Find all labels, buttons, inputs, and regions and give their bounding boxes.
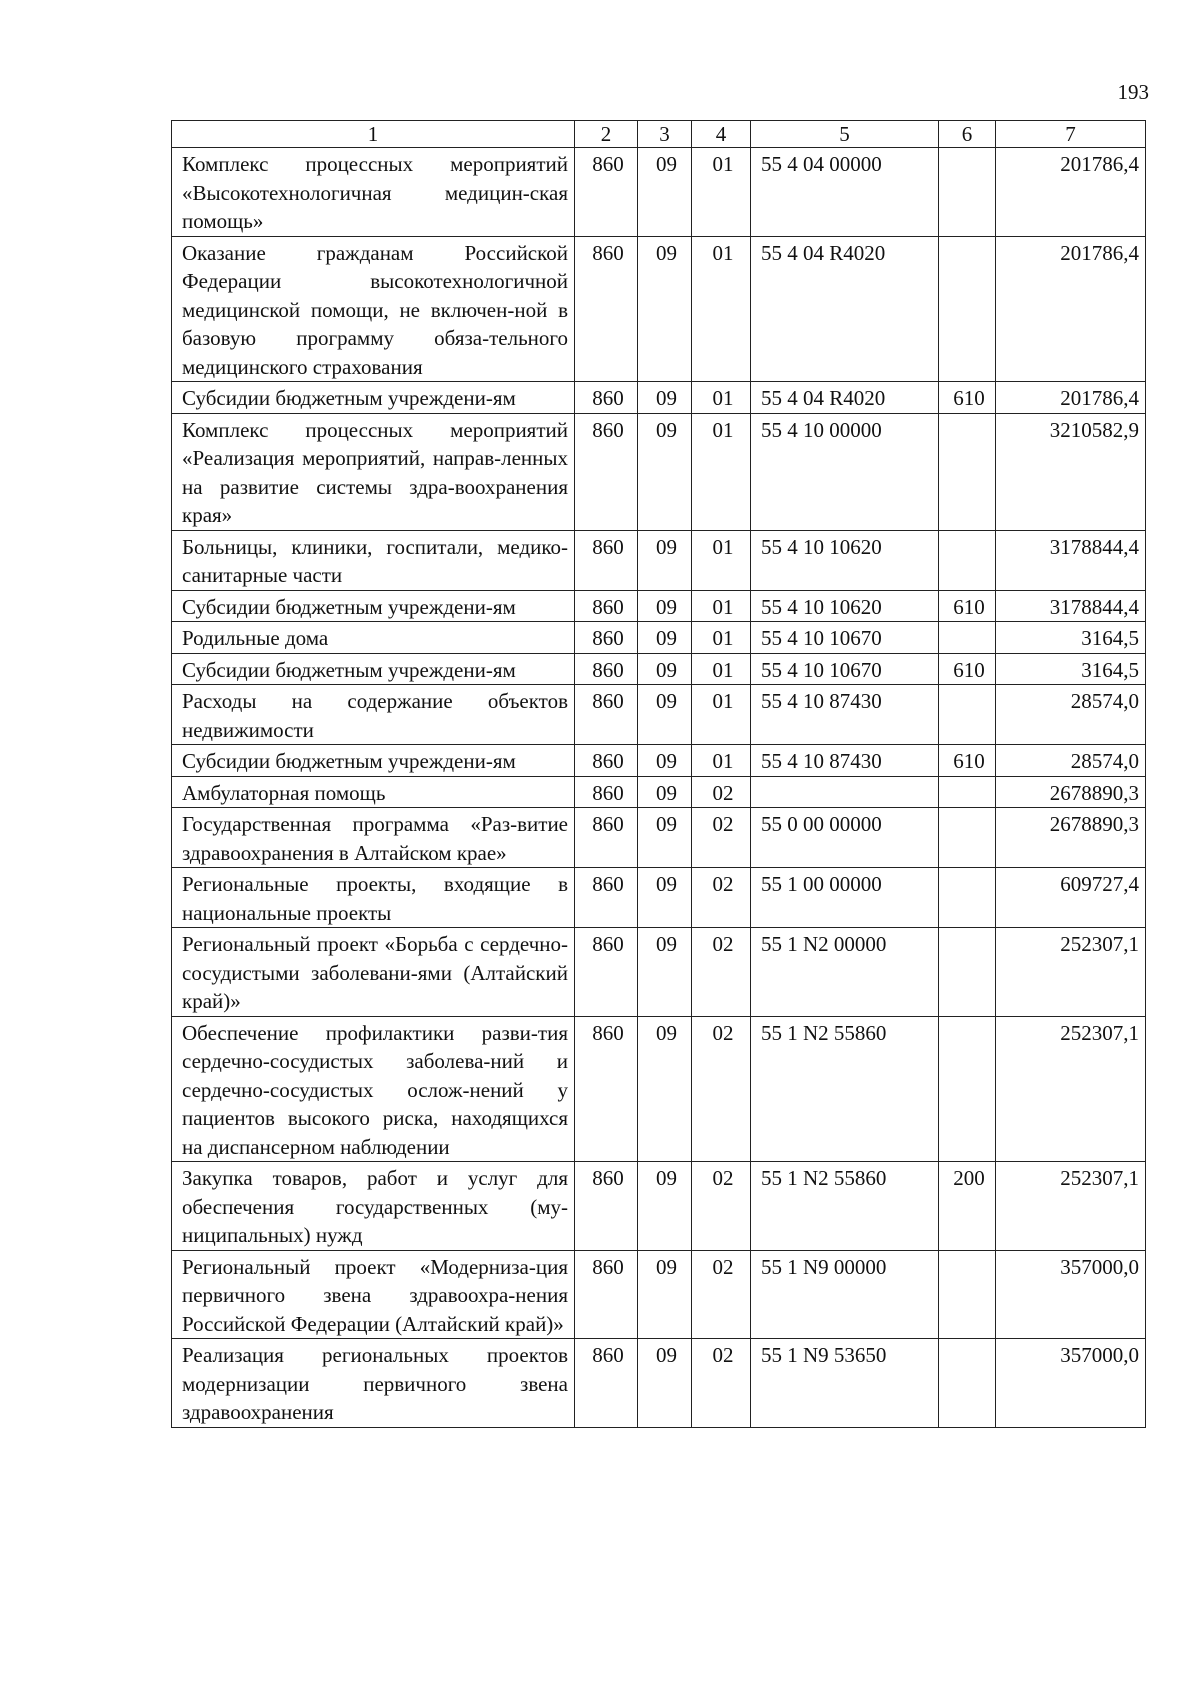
table-row <box>172 413 1146 530</box>
table-row <box>172 1162 1146 1251</box>
column-header: 4 <box>692 121 751 148</box>
target-article-cell: 55 1 00 00000 <box>751 868 939 928</box>
item-name-cell: Региональный проект «Борьба с сердечно-сосудистыми заболевани-ями (Алтайский край)» <box>172 928 575 1017</box>
target-article-cell: 55 4 10 10670 <box>751 622 939 654</box>
subsection-code-cell: 01 <box>692 590 751 622</box>
amount-cell: 28574,0 <box>996 745 1146 777</box>
target-article-cell: 55 4 10 10620 <box>751 590 939 622</box>
column-header: 3 <box>638 121 692 148</box>
ministry-code-cell: 860 <box>575 382 638 414</box>
amount-cell: 2678890,3 <box>996 808 1146 868</box>
amount-cell: 3178844,4 <box>996 590 1146 622</box>
column-header: 2 <box>575 121 638 148</box>
expense-type-cell: 610 <box>939 382 996 414</box>
target-article-cell: 55 1 N9 53650 <box>751 1339 939 1428</box>
ministry-code-cell: 860 <box>575 1016 638 1162</box>
target-article-cell: 55 4 04 00000 <box>751 148 939 237</box>
amount-cell: 357000,0 <box>996 1339 1146 1428</box>
subsection-code-cell: 01 <box>692 413 751 530</box>
item-name-cell: Закупка товаров, работ и услуг для обеспечения государственных (му-ниципальных) нужд <box>172 1162 575 1251</box>
item-name-cell: Комплекс процессных мероприятий «Высокотехнологичная медицин-ская помощь» <box>172 148 575 237</box>
section-code-cell: 09 <box>638 590 692 622</box>
target-article-cell: 55 1 N9 00000 <box>751 1250 939 1339</box>
target-article-cell: 55 4 04 R4020 <box>751 382 939 414</box>
expense-type-cell <box>939 148 996 237</box>
table-row <box>172 1339 1146 1428</box>
subsection-code-cell: 01 <box>692 745 751 777</box>
item-name-cell: Региональные проекты, входящие в национальные проекты <box>172 868 575 928</box>
ministry-code-cell: 860 <box>575 590 638 622</box>
ministry-code-cell: 860 <box>575 868 638 928</box>
subsection-code-cell: 02 <box>692 1162 751 1251</box>
target-article-cell: 55 4 10 10670 <box>751 653 939 685</box>
ministry-code-cell: 860 <box>575 928 638 1017</box>
table-body <box>172 148 1146 1428</box>
expense-type-cell <box>939 776 996 808</box>
subsection-code-cell: 01 <box>692 148 751 237</box>
ministry-code-cell: 860 <box>575 1162 638 1251</box>
table-row <box>172 590 1146 622</box>
section-code-cell: 09 <box>638 776 692 808</box>
target-article-cell: 55 4 10 10620 <box>751 530 939 590</box>
table-row <box>172 148 1146 237</box>
ministry-code-cell: 860 <box>575 622 638 654</box>
ministry-code-cell: 860 <box>575 530 638 590</box>
ministry-code-cell: 860 <box>575 776 638 808</box>
subsection-code-cell: 02 <box>692 868 751 928</box>
section-code-cell: 09 <box>638 236 692 382</box>
section-code-cell: 09 <box>638 1250 692 1339</box>
amount-cell: 201786,4 <box>996 236 1146 382</box>
expense-type-cell <box>939 622 996 654</box>
column-header: 5 <box>751 121 939 148</box>
expense-type-cell: 610 <box>939 653 996 685</box>
subsection-code-cell: 02 <box>692 1016 751 1162</box>
item-name-cell: Оказание гражданам Российской Федерации высокотехнологичной медицинской помощи, не включен-ной в базовую программу обяза-тельного медицинского страхования <box>172 236 575 382</box>
item-name-cell: Родильные дома <box>172 622 575 654</box>
amount-cell: 3164,5 <box>996 653 1146 685</box>
table-row <box>172 382 1146 414</box>
section-code-cell: 09 <box>638 808 692 868</box>
subsection-code-cell: 01 <box>692 236 751 382</box>
ministry-code-cell: 860 <box>575 148 638 237</box>
ministry-code-cell: 860 <box>575 1250 638 1339</box>
amount-cell: 252307,1 <box>996 928 1146 1017</box>
item-name-cell: Амбулаторная помощь <box>172 776 575 808</box>
subsection-code-cell: 01 <box>692 530 751 590</box>
ministry-code-cell: 860 <box>575 236 638 382</box>
item-name-cell: Расходы на содержание объектов недвижимости <box>172 685 575 745</box>
amount-cell: 357000,0 <box>996 1250 1146 1339</box>
page-number: 193 <box>1117 80 1149 104</box>
section-code-cell: 09 <box>638 653 692 685</box>
subsection-code-cell: 02 <box>692 928 751 1017</box>
target-article-cell: 55 1 N2 55860 <box>751 1162 939 1251</box>
expense-type-cell <box>939 685 996 745</box>
amount-cell: 252307,1 <box>996 1162 1146 1251</box>
column-header: 1 <box>172 121 575 148</box>
amount-cell: 252307,1 <box>996 1016 1146 1162</box>
section-code-cell: 09 <box>638 1016 692 1162</box>
expense-type-cell <box>939 530 996 590</box>
ministry-code-cell: 860 <box>575 1339 638 1428</box>
item-name-cell: Субсидии бюджетным учреждени-ям <box>172 590 575 622</box>
expense-type-cell: 610 <box>939 590 996 622</box>
target-article-cell: 55 1 N2 55860 <box>751 1016 939 1162</box>
item-name-cell: Больницы, клиники, госпитали, медико-санитарные части <box>172 530 575 590</box>
subsection-code-cell: 02 <box>692 1250 751 1339</box>
section-code-cell: 09 <box>638 622 692 654</box>
ministry-code-cell: 860 <box>575 745 638 777</box>
expense-type-cell <box>939 928 996 1017</box>
expense-type-cell <box>939 1250 996 1339</box>
ministry-code-cell: 860 <box>575 808 638 868</box>
expense-type-cell: 610 <box>939 745 996 777</box>
amount-cell: 3164,5 <box>996 622 1146 654</box>
expense-type-cell <box>939 413 996 530</box>
table-row <box>172 622 1146 654</box>
table-row <box>172 1250 1146 1339</box>
section-code-cell: 09 <box>638 1162 692 1251</box>
budget-table <box>171 120 1146 1428</box>
amount-cell: 201786,4 <box>996 382 1146 414</box>
ministry-code-cell: 860 <box>575 685 638 745</box>
section-code-cell: 09 <box>638 382 692 414</box>
target-article-cell: 55 4 04 R4020 <box>751 236 939 382</box>
amount-cell: 3178844,4 <box>996 530 1146 590</box>
table-row <box>172 745 1146 777</box>
expense-type-cell <box>939 236 996 382</box>
item-name-cell: Региональный проект «Модерниза-ция первичного звена здравоохра-нения Российской Федерации (Алтайский край)» <box>172 1250 575 1339</box>
column-header: 6 <box>939 121 996 148</box>
subsection-code-cell: 02 <box>692 776 751 808</box>
subsection-code-cell: 02 <box>692 1339 751 1428</box>
section-code-cell: 09 <box>638 1339 692 1428</box>
table-row <box>172 1016 1146 1162</box>
target-article-cell: 55 1 N2 00000 <box>751 928 939 1017</box>
subsection-code-cell: 01 <box>692 382 751 414</box>
table-row <box>172 530 1146 590</box>
subsection-code-cell: 01 <box>692 653 751 685</box>
expense-type-cell <box>939 1016 996 1162</box>
item-name-cell: Комплекс процессных мероприятий «Реализация мероприятий, направ-ленных на развитие системы здра-воохранения края» <box>172 413 575 530</box>
target-article-cell: 55 0 00 00000 <box>751 808 939 868</box>
subsection-code-cell: 01 <box>692 622 751 654</box>
amount-cell: 3210582,9 <box>996 413 1146 530</box>
table-row <box>172 653 1146 685</box>
item-name-cell: Государственная программа «Раз-витие здравоохранения в Алтайском крае» <box>172 808 575 868</box>
target-article-cell: 55 4 10 87430 <box>751 745 939 777</box>
ministry-code-cell: 860 <box>575 653 638 685</box>
table-row <box>172 685 1146 745</box>
section-code-cell: 09 <box>638 413 692 530</box>
section-code-cell: 09 <box>638 530 692 590</box>
item-name-cell: Субсидии бюджетным учреждени-ям <box>172 382 575 414</box>
section-code-cell: 09 <box>638 928 692 1017</box>
item-name-cell: Реализация региональных проектов модернизации первичного звена здравоохранения <box>172 1339 575 1428</box>
expense-type-cell <box>939 808 996 868</box>
table-row <box>172 776 1146 808</box>
expense-type-cell: 200 <box>939 1162 996 1251</box>
table-row <box>172 928 1146 1017</box>
table-row <box>172 868 1146 928</box>
section-code-cell: 09 <box>638 148 692 237</box>
column-header: 7 <box>996 121 1146 148</box>
expense-type-cell <box>939 1339 996 1428</box>
table-row <box>172 236 1146 382</box>
subsection-code-cell: 01 <box>692 685 751 745</box>
subsection-code-cell: 02 <box>692 808 751 868</box>
table-header-row <box>172 121 1146 148</box>
target-article-cell <box>751 776 939 808</box>
amount-cell: 28574,0 <box>996 685 1146 745</box>
target-article-cell: 55 4 10 00000 <box>751 413 939 530</box>
expense-type-cell <box>939 868 996 928</box>
item-name-cell: Субсидии бюджетным учреждени-ям <box>172 653 575 685</box>
ministry-code-cell: 860 <box>575 413 638 530</box>
section-code-cell: 09 <box>638 685 692 745</box>
amount-cell: 201786,4 <box>996 148 1146 237</box>
table-row <box>172 808 1146 868</box>
section-code-cell: 09 <box>638 745 692 777</box>
item-name-cell: Обеспечение профилактики разви-тия сердечно-сосудистых заболева-ний и сердечно-сосудистых ослож-нений у пациентов высокого риска, находящихся на диспансерном наблюдении <box>172 1016 575 1162</box>
item-name-cell: Субсидии бюджетным учреждени-ям <box>172 745 575 777</box>
amount-cell: 2678890,3 <box>996 776 1146 808</box>
target-article-cell: 55 4 10 87430 <box>751 685 939 745</box>
amount-cell: 609727,4 <box>996 868 1146 928</box>
section-code-cell: 09 <box>638 868 692 928</box>
